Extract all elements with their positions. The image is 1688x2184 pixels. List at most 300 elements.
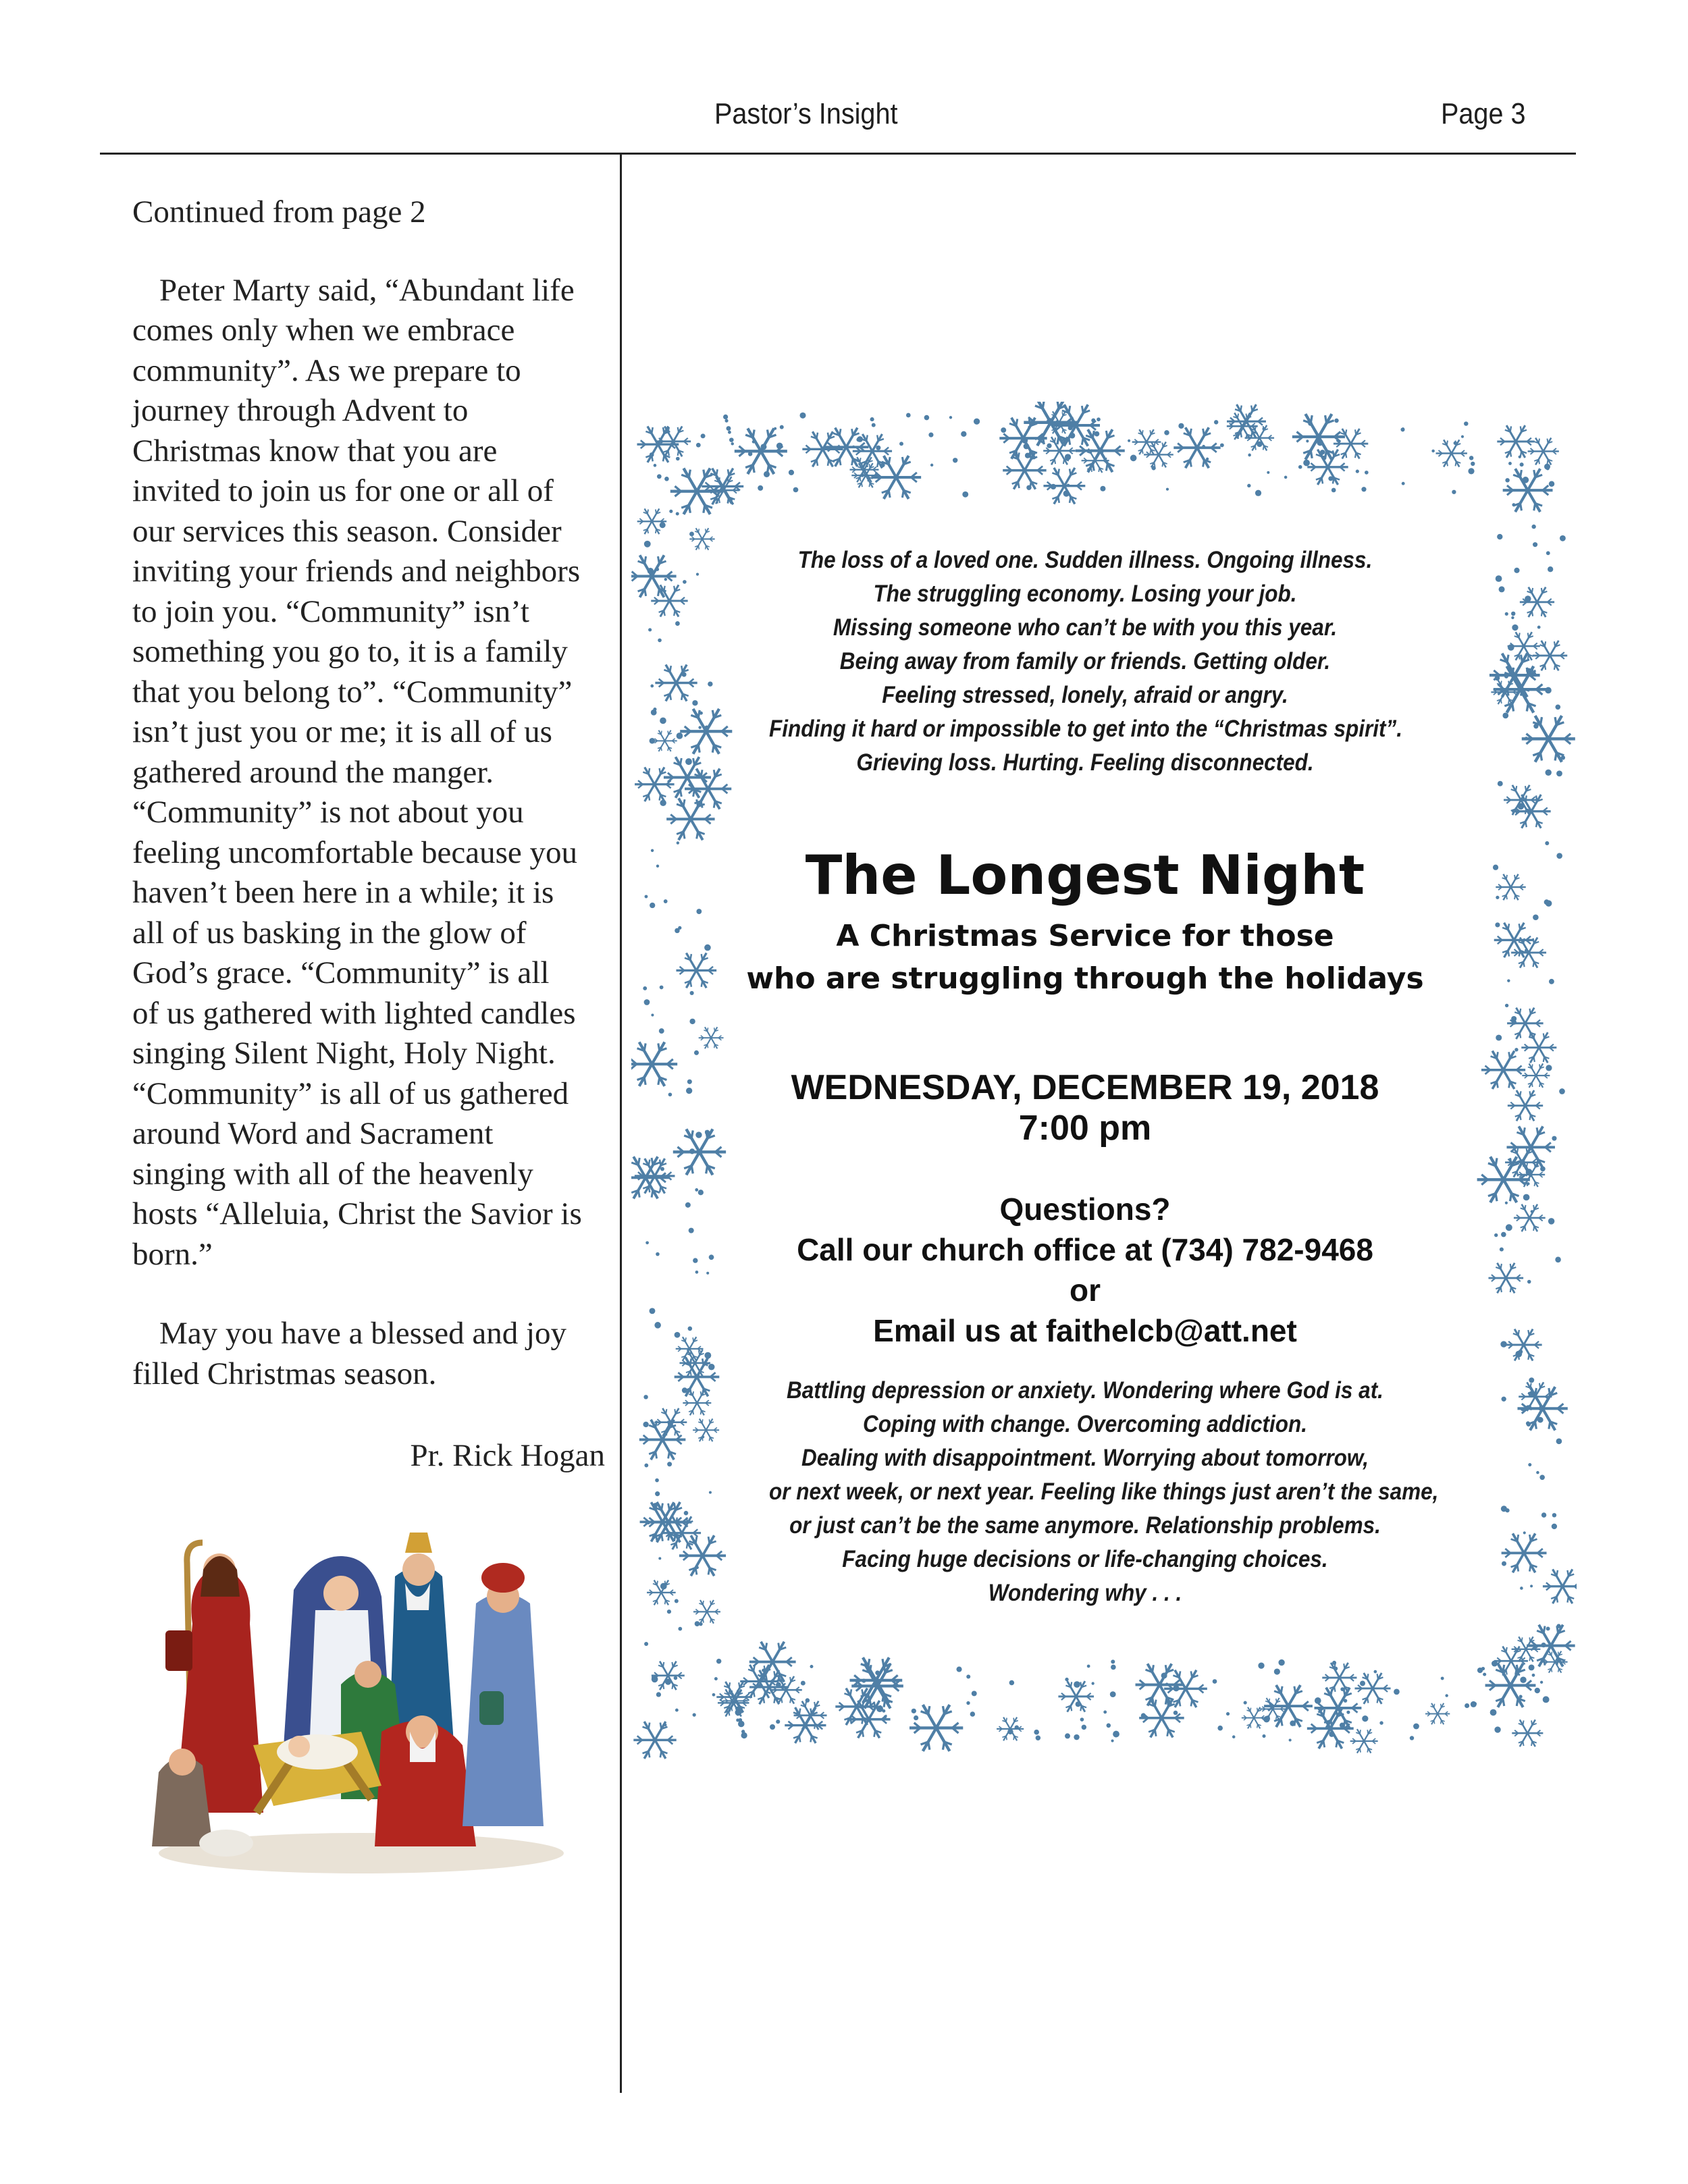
snow-dot: [1493, 865, 1498, 870]
snow-dot: [1303, 460, 1310, 467]
snow-dot: [1274, 1668, 1280, 1674]
snow-dot: [645, 1241, 649, 1244]
snow-dot: [696, 443, 701, 448]
struggle-line: The loss of a loved one. Sudden illness. Ongoing illness.: [797, 547, 1373, 573]
snow-dot: [1065, 454, 1071, 460]
snow-dot: [695, 1271, 699, 1274]
snow-dot: [1527, 1182, 1530, 1186]
snow-dot: [678, 926, 681, 930]
snow-dot: [1529, 1377, 1534, 1383]
snow-dot: [970, 1711, 975, 1716]
article-body: [132, 271, 605, 1275]
snow-dot: [1360, 1680, 1365, 1686]
snow-dot: [660, 718, 666, 724]
snow-dot: [694, 1050, 699, 1055]
snow-dot: [677, 841, 679, 844]
snow-dot: [1141, 1713, 1146, 1718]
snowflake-icon: [693, 1418, 719, 1441]
snow-dot: [1546, 551, 1550, 555]
snow-dot: [660, 1583, 667, 1590]
snow-dot: [1166, 488, 1169, 491]
snow-dot: [1284, 476, 1288, 479]
snowflake-icon: [1485, 1663, 1536, 1707]
snow-dot: [1541, 1643, 1546, 1647]
snow-dot: [1128, 440, 1130, 442]
snow-dot: [1495, 676, 1500, 681]
snow-dot: [1525, 595, 1531, 602]
snow-dot: [1537, 1417, 1544, 1423]
snow-dot: [1559, 1088, 1565, 1094]
snowflake-icon: [637, 508, 667, 534]
snow-dot: [1548, 1218, 1555, 1225]
snow-dot: [1496, 896, 1499, 899]
snowflake-icon: [1517, 1387, 1567, 1430]
snow-dot: [1402, 482, 1405, 485]
snow-dot: [780, 425, 784, 429]
snow-dot: [1537, 626, 1541, 629]
snow-dot: [1340, 1722, 1345, 1728]
snow-dot: [870, 417, 874, 421]
snow-dot: [1410, 1736, 1414, 1740]
snowflake-icon: [716, 1682, 752, 1713]
snow-dot: [708, 681, 712, 686]
snow-dot: [651, 1013, 654, 1016]
snow-dot: [654, 1322, 661, 1329]
snow-dot: [1518, 803, 1525, 809]
snow-dot: [716, 1659, 721, 1663]
snow-dot: [1332, 1661, 1336, 1665]
phone-line: Call our church office at (734) 782-9468: [797, 1232, 1373, 1267]
snowflake-icon: [1350, 1729, 1378, 1753]
snow-dot: [677, 733, 683, 739]
event-datetime: [734, 1067, 1436, 1148]
event-date: WEDNESDAY, DECEMBER 19, 2018: [791, 1068, 1379, 1107]
snowflake-icon: [1173, 427, 1220, 468]
snowflake-icon: [685, 768, 731, 809]
snow-dot: [675, 1709, 679, 1712]
snow-dot: [1541, 1512, 1546, 1517]
snow-dot: [1498, 781, 1503, 787]
snow-dot: [1206, 458, 1209, 460]
snow-dot: [685, 758, 692, 765]
snow-dot: [1091, 419, 1095, 423]
snow-dot: [1536, 1471, 1539, 1474]
struggle-line: or next week, or next year. Feeling like things just aren’t the same,: [769, 1479, 1439, 1505]
snow-dot: [1328, 476, 1333, 481]
snowflake-icon: [652, 730, 677, 751]
snow-dot: [689, 1148, 695, 1154]
snow-dot: [1329, 1732, 1334, 1737]
snow-dot: [1464, 421, 1468, 425]
snow-dot: [758, 1684, 762, 1688]
snow-dot: [1507, 979, 1510, 982]
snow-dot: [650, 1308, 656, 1314]
snow-dot: [652, 1676, 658, 1682]
snow-dot: [1555, 1257, 1561, 1263]
snow-dot: [1526, 1405, 1530, 1409]
snow-dot: [1356, 470, 1359, 473]
snow-dot: [696, 909, 702, 914]
snowflake-icon: [652, 1661, 685, 1690]
snow-dot: [1074, 1734, 1079, 1740]
snow-dot: [1298, 465, 1302, 469]
snow-dot: [1505, 478, 1509, 482]
snowflake-icon: [647, 1580, 676, 1605]
struggle-line: Facing huge decisions or life-changing choices.: [842, 1546, 1328, 1572]
snow-dot: [1431, 450, 1435, 453]
snow-dot: [1519, 1695, 1523, 1699]
snow-dot: [1492, 1661, 1498, 1667]
snow-dot: [899, 442, 903, 446]
closing-line: May you have a blessed and joy: [159, 1316, 567, 1351]
snowflake-icon: [1497, 425, 1534, 458]
snow-dot: [1076, 1701, 1081, 1707]
snow-dot: [1087, 1665, 1090, 1668]
snow-dot: [1540, 1681, 1543, 1684]
snow-dot: [1320, 450, 1325, 454]
snow-dot: [1308, 421, 1313, 426]
snowflake-icon: [676, 953, 716, 988]
snowflake-icon: [655, 665, 697, 701]
snow-dot: [685, 1202, 691, 1208]
snow-dot: [1465, 1703, 1469, 1708]
snow-dot: [1471, 462, 1475, 466]
snow-dot: [1244, 1701, 1247, 1705]
snow-dot: [928, 433, 933, 437]
snow-dot: [1533, 542, 1537, 547]
snow-dot: [1097, 417, 1101, 421]
snow-dot: [648, 628, 652, 631]
snow-dot: [1519, 456, 1521, 458]
snowflake-icon: [1043, 468, 1085, 504]
or-text: or: [1070, 1273, 1101, 1308]
snow-dot: [799, 412, 806, 419]
snow-dot: [1546, 770, 1552, 776]
snowflake-icon: [1503, 469, 1553, 512]
snow-dot: [689, 532, 694, 537]
snow-dot: [880, 463, 885, 468]
snow-dot: [862, 1678, 866, 1682]
snow-dot: [1400, 427, 1404, 431]
snow-dot: [1092, 1682, 1094, 1684]
snow-dot: [1022, 437, 1028, 444]
snow-dot: [696, 573, 699, 576]
snow-dot: [1374, 1670, 1377, 1674]
snow-dot: [1452, 490, 1456, 494]
snow-dot: [1113, 1731, 1119, 1738]
pastor-article: [132, 192, 605, 1476]
snow-dot: [1346, 1711, 1350, 1714]
snow-dot: [1500, 1248, 1504, 1252]
snow-dot: [1263, 1716, 1269, 1722]
snow-dot: [695, 1566, 699, 1570]
snow-dot: [660, 522, 666, 528]
page-number: Page 3: [1441, 97, 1526, 130]
snow-dot: [1454, 442, 1457, 445]
snow-dot: [1361, 487, 1366, 491]
snow-dot: [1009, 1680, 1015, 1686]
snow-dot: [693, 1713, 696, 1716]
snow-dot: [686, 1088, 692, 1094]
snow-dot: [1202, 445, 1205, 448]
snowflake-icon: [1522, 716, 1575, 762]
snow-dot: [682, 1387, 687, 1393]
snow-dot: [650, 738, 656, 744]
snowflake-icon: [1521, 1032, 1556, 1063]
snow-dot: [1317, 440, 1323, 446]
email-line: Email us at faithelcb@att.net: [873, 1313, 1297, 1348]
snow-dot: [712, 1693, 716, 1697]
snow-dot: [912, 1709, 916, 1713]
snow-dot: [1546, 467, 1550, 471]
nativity-scene-icon: [138, 1529, 571, 1880]
snow-dot: [1502, 1562, 1506, 1566]
snowflake-icon: [689, 528, 714, 550]
snowflake-icon: [666, 798, 714, 840]
snowflake-icon: [1520, 587, 1554, 617]
article-line: singing Silent Night, Holy Night.: [132, 1036, 556, 1071]
snow-dot: [723, 415, 728, 419]
snow-dot: [1529, 1391, 1534, 1397]
snow-dot: [1247, 484, 1250, 487]
snow-dot: [693, 1258, 697, 1262]
snow-dot: [1471, 1701, 1477, 1707]
snowflake-icon: [1354, 1673, 1390, 1704]
snow-dot: [758, 485, 763, 491]
snow-dot: [643, 986, 647, 990]
snow-dot: [789, 470, 794, 475]
snow-dot: [660, 1167, 664, 1171]
snow-dot: [875, 1670, 880, 1675]
snow-dot: [652, 1535, 656, 1539]
snow-dot: [1232, 1735, 1236, 1738]
closing-paragraph: [132, 1314, 605, 1394]
article-line: our services this season. Consider: [132, 513, 562, 549]
snow-dot: [1526, 1169, 1533, 1175]
snow-dot: [1047, 418, 1053, 425]
snowflake-icon: [1512, 1720, 1543, 1747]
snowflake-icon: [1508, 1090, 1543, 1121]
snow-dot: [664, 1724, 666, 1726]
subtitle-line: A Christmas Service for those: [836, 919, 1334, 953]
snow-dot: [648, 568, 654, 574]
snow-dot: [930, 464, 933, 467]
snow-dot: [1511, 612, 1515, 616]
snow-dot: [653, 1503, 658, 1508]
snow-dot: [1034, 1730, 1039, 1735]
snow-dot: [1445, 1694, 1448, 1697]
snowflake-icon: [1522, 1063, 1550, 1088]
article-line: feeling uncomfortable because you: [132, 834, 578, 870]
snow-dot: [1103, 1710, 1107, 1713]
snow-dot: [1068, 425, 1073, 430]
struggle-line: Coping with change. Overcoming addiction.: [862, 1411, 1308, 1437]
snowflake-icon: [1315, 1688, 1362, 1729]
snow-dot: [1497, 534, 1502, 539]
struggle-line: The struggling economy. Losing your job.: [873, 581, 1297, 607]
snow-dot: [660, 800, 666, 806]
snow-dot: [1512, 503, 1515, 506]
article-line: of us gathered with lighted candles: [132, 995, 576, 1031]
snow-dot: [726, 426, 731, 431]
struggle-line: Battling depression or anxiety. Wondering where God is at.: [787, 1377, 1383, 1404]
snow-dot: [643, 1395, 648, 1399]
snow-dot: [1025, 453, 1030, 458]
snowflake-icon: [631, 555, 677, 597]
snow-dot: [664, 477, 669, 481]
snow-dot: [1214, 420, 1218, 424]
article-line: “Community” is not about you: [132, 795, 524, 830]
snow-dot: [643, 1422, 648, 1427]
snow-dot: [776, 1682, 781, 1688]
snowflake-icon: [1307, 1708, 1354, 1749]
snow-dot: [1529, 1664, 1535, 1670]
snow-dot: [1533, 914, 1539, 920]
article-line: singing with all of the heavenly: [132, 1156, 533, 1192]
snow-dot: [1063, 490, 1070, 496]
snow-dot: [1540, 1167, 1546, 1172]
snow-dot: [1496, 575, 1502, 582]
longest-night-flyer: [631, 402, 1577, 1762]
snow-dot: [764, 471, 770, 477]
snow-dot: [1267, 471, 1269, 474]
snow-dot: [1490, 1709, 1497, 1716]
snow-dot: [762, 1669, 765, 1672]
closing-line: filled Christmas season.: [132, 1356, 437, 1391]
snow-dot: [704, 1352, 711, 1359]
struggle-line: Finding it hard or impossible to get into the “Christmas spirit”.: [769, 716, 1403, 742]
snow-dot: [654, 464, 657, 467]
snowflake-icon: [1506, 1329, 1542, 1361]
snow-dot: [1531, 525, 1535, 529]
article-line: gathered around the manger.: [132, 754, 494, 790]
snow-dot: [1520, 462, 1524, 467]
snow-dot: [1523, 477, 1529, 483]
snowflake-icon: [1502, 1533, 1547, 1572]
struggle-line: Grieving loss. Hurting. Feeling disconnected.: [856, 749, 1314, 776]
snow-dot: [651, 849, 654, 852]
snow-dot: [1499, 586, 1505, 592]
snow-dot: [1340, 1687, 1344, 1691]
questions-heading: Questions?: [999, 1192, 1171, 1227]
snow-dot: [1523, 1531, 1526, 1534]
snow-dot: [665, 1679, 671, 1685]
snow-dot: [1502, 1397, 1506, 1402]
article-line: to join you. “Community” isn’t: [132, 593, 529, 629]
snow-dot: [761, 444, 767, 450]
snow-dot: [698, 726, 701, 728]
snow-dot: [728, 431, 731, 434]
snow-dot: [1289, 1738, 1292, 1741]
struggle-line: Being away from family or friends. Getting older.: [839, 648, 1331, 674]
snow-dot: [1555, 704, 1560, 710]
struggles-list-top: [769, 543, 1401, 780]
snow-dot: [1505, 1202, 1508, 1204]
snow-dot: [856, 437, 860, 442]
snow-dot: [1527, 1280, 1531, 1284]
snow-dot: [1306, 440, 1309, 442]
snow-dot: [669, 510, 672, 513]
snow-dot: [906, 413, 911, 418]
snowflake-icon: [1543, 1569, 1577, 1603]
snow-dot: [1477, 1668, 1483, 1673]
article-line: hosts “Alleluia, Christ the Savior is: [132, 1196, 582, 1231]
snow-dot: [741, 1732, 747, 1738]
snow-dot: [695, 1188, 698, 1192]
snow-dot: [1556, 853, 1562, 859]
snow-dot: [1082, 1725, 1086, 1730]
snow-dot: [701, 433, 706, 438]
snow-dot: [1505, 612, 1508, 616]
snow-dot: [1544, 899, 1550, 905]
snowflake-icon: [735, 429, 787, 475]
continued-note: Continued from page 2: [132, 194, 426, 230]
snow-dot: [1379, 1721, 1383, 1724]
snow-dot: [1074, 1681, 1080, 1688]
snow-dot: [689, 1228, 694, 1233]
snow-dot: [650, 452, 654, 457]
snow-dot: [1506, 1224, 1512, 1231]
snow-dot: [1494, 1726, 1500, 1732]
snow-dot: [870, 1673, 873, 1676]
snow-dot: [1502, 712, 1508, 718]
snow-dot: [966, 1701, 970, 1705]
snow-dot: [1532, 1674, 1535, 1677]
article-line: invited to join us for one or all of: [132, 473, 554, 508]
snowflake-icon: [1425, 1703, 1450, 1724]
snow-dot: [644, 1642, 648, 1646]
snowflake-icon: [1136, 1663, 1184, 1705]
snow-dot: [810, 1665, 813, 1668]
snow-dot: [776, 1720, 780, 1724]
contact-info: [734, 1189, 1436, 1351]
snow-dot: [1511, 616, 1514, 619]
snow-dot: [1508, 462, 1512, 465]
snow-dot: [1483, 1673, 1486, 1676]
snow-dot: [914, 1715, 918, 1720]
struggle-line: Dealing with disappointment. Worrying about tomorrow,: [801, 1445, 1369, 1471]
snowflake-icon: [1527, 1625, 1575, 1667]
snow-dot: [702, 1435, 705, 1439]
snow-dot: [1549, 481, 1555, 487]
snow-dot: [708, 1364, 714, 1370]
snow-dot: [655, 1491, 660, 1496]
snow-dot: [689, 1019, 695, 1024]
snow-dot: [801, 1681, 806, 1686]
article-line: all of us basking in the glow of: [132, 915, 527, 951]
snow-dot: [1365, 471, 1369, 475]
snow-dot: [961, 431, 966, 437]
snow-dot: [860, 473, 864, 477]
snow-dot: [1511, 1016, 1516, 1021]
snow-dot: [1217, 1726, 1223, 1731]
snow-dot: [1546, 1065, 1552, 1071]
snow-dot: [776, 443, 783, 450]
snow-dot: [852, 446, 855, 448]
snow-dot: [653, 708, 656, 711]
snow-dot: [684, 1511, 689, 1516]
snow-dot: [752, 440, 756, 444]
snow-dot: [656, 1252, 660, 1256]
snow-dot: [1248, 454, 1251, 457]
snowflake-icon: [633, 1722, 676, 1759]
snow-dot: [1278, 1659, 1284, 1666]
snow-dot: [705, 725, 709, 729]
snow-dot: [1549, 979, 1554, 984]
snow-dot: [657, 474, 662, 479]
snow-dot: [1543, 1696, 1550, 1703]
snowflake-icon: [1496, 874, 1525, 900]
